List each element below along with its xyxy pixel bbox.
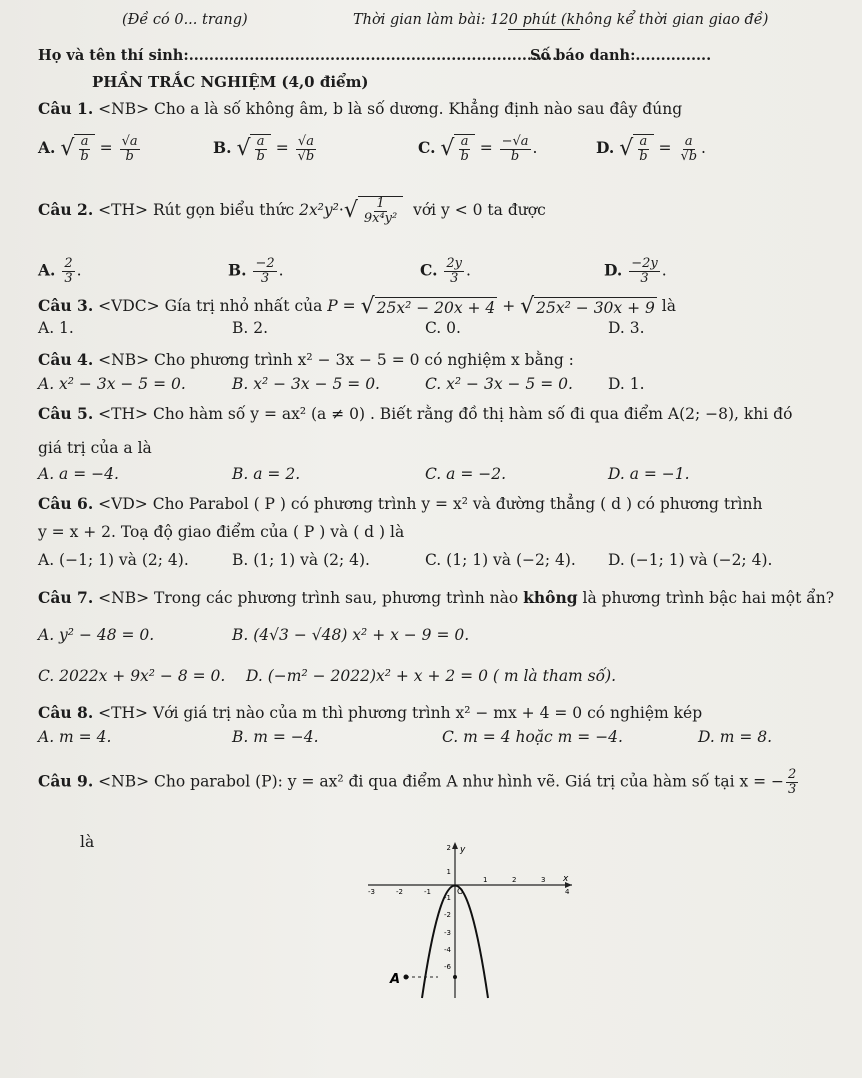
q3-option-c[interactable]: C. 0. [425, 319, 461, 337]
q2-option-d-label: D. [604, 260, 623, 280]
q1-tag: <NB> [98, 100, 150, 118]
y-tick: -4 [444, 946, 451, 954]
q2-tag: <TH> [98, 201, 149, 219]
q1-option-a-label: A. [38, 138, 56, 157]
y-tick: 1 [446, 868, 451, 876]
y-tick: -2 [444, 911, 451, 919]
q2-option-c-label: C. [420, 260, 438, 280]
q6-text: Cho Parabol ( P ) có phương trình y = x² và đường thẳng ( d ) có phương trình [152, 495, 763, 513]
q6-label: Câu 6. [38, 494, 94, 513]
q7-option-c[interactable]: C. 2022x + 9x² − 8 = 0. [38, 667, 226, 685]
x-tick: 2 [512, 876, 517, 884]
y-tick-labels [444, 844, 452, 971]
question-5 [38, 404, 792, 424]
y-tick: -3 [444, 929, 451, 937]
x-tick: -2 [396, 888, 403, 896]
q9-label: Câu 9. [38, 771, 94, 791]
q5-text-line2: giá trị của a là [38, 439, 152, 457]
question-1 [38, 99, 682, 119]
q2-label: Câu 2. [38, 200, 94, 219]
q1-option-d[interactable]: D. √ $\frac{a}{b}$ = $\frac{a}{√b}$ . [596, 133, 706, 164]
candidate-id-label: Số báo danh:............... [530, 47, 712, 64]
q1-option-d-label: D. [596, 138, 615, 157]
question-3: Câu 3. <VDC> Gía trị nhỏ nhất của P = √ 25x² − 20x + 4 + √ 25x² − 30x + 9 là [38, 294, 676, 319]
q1-option-a[interactable]: A. √ $\frac{a}{b}$ = $\frac{√a}{b}$ [38, 133, 138, 164]
q6-option-d[interactable]: D. (−1; 1) và (−2; 4). [608, 551, 773, 569]
q2-text: Rút gọn biểu thức [152, 201, 295, 219]
x-tick: 3 [541, 876, 546, 884]
q5-tag: <TH> [98, 405, 149, 423]
q6-option-c[interactable]: C. (1; 1) và (−2; 4). [425, 551, 576, 569]
q9-text: Cho parabol (P): y = ax² đi qua điểm A như hình vẽ. Giá trị của hàm số tại x = − [154, 772, 785, 791]
origin-label: O [457, 887, 464, 896]
q7-tag: <NB> [98, 589, 150, 607]
q7-option-a[interactable]: A. y² − 48 = 0. [38, 626, 155, 644]
q7-text: Trong các phương trình sau, phương trình nào [154, 589, 519, 607]
q8-option-c[interactable]: C. m = 4 hoặc m = −4. [442, 728, 623, 746]
q8-option-b[interactable]: B. m = −4. [232, 728, 319, 746]
y-tick: -1 [444, 894, 451, 902]
section-title: PHẦN TRẮC NGHIỆM (4,0 điểm) [92, 73, 369, 91]
question-7 [38, 588, 834, 608]
q8-text: Với giá trị nào của m thì phương trình x² − mx + 4 = 0 có nghiệm kép [152, 704, 703, 722]
q6-option-b[interactable]: B. (1; 1) và (2; 4). [232, 551, 370, 569]
q3-tail: là [661, 297, 676, 315]
q4-option-a[interactable]: A. x² − 3x − 5 = 0. [38, 375, 186, 393]
question-6 [38, 494, 762, 514]
q9-tail: là [80, 833, 95, 851]
q4-label: Câu 4. [38, 350, 94, 369]
q7-option-b[interactable]: B. (4√3 − √48) x² + x − 9 = 0. [232, 626, 470, 644]
q7-label: Câu 7. [38, 588, 94, 607]
q7-text-end: là phương trình bậc hai một ẩn? [582, 589, 835, 607]
question-2: Câu 2. <TH> Rút gọn biểu thức 2x²y²· √ $\frac{1}{\text{9x⁴y²}}$ với y < 0 ta được [38, 196, 546, 226]
q4-tag: <NB> [98, 351, 150, 369]
q3-tag: <VDC> [98, 297, 160, 315]
point-a [404, 975, 409, 980]
y-intercept-mark [453, 975, 457, 979]
x-tick: -1 [424, 888, 431, 896]
q1-option-b[interactable]: B. √ $\frac{a}{b}$ = $\frac{√a}{√b}$ [213, 133, 315, 164]
q9-tag: <NB> [98, 772, 150, 791]
y-tick: 2 [446, 844, 451, 852]
q5-option-a[interactable]: A. a = −4. [38, 465, 119, 483]
x-tick-labels [368, 876, 570, 896]
q2-option-d[interactable]: D. $\frac{-2y}{3}$ . [604, 256, 667, 286]
q8-tag: <TH> [98, 704, 149, 722]
q5-option-b[interactable]: B. a = 2. [232, 465, 301, 483]
point-a-label: A [390, 972, 401, 987]
q4-option-b[interactable]: B. x² − 3x − 5 = 0. [232, 375, 380, 393]
q5-text: Cho hàm số y = ax² (a ≠ 0) . Biết rằng đồ thị hàm số đi qua điểm A(2; −8), khi đó [152, 405, 793, 423]
q1-option-b-label: B. [213, 138, 232, 157]
q6-text-line2: y = x + 2. Toạ độ giao điểm của ( P ) và ( d ) là [38, 523, 405, 541]
q2-option-b-label: B. [228, 260, 247, 280]
q2-option-b[interactable]: B. $\frac{-2}{3}$ . [228, 256, 284, 286]
q5-option-c[interactable]: C. a = −2. [425, 465, 507, 483]
q3-option-a[interactable]: A. 1. [38, 319, 74, 337]
y-axis-label: y [460, 845, 466, 855]
q3-option-d[interactable]: D. 3. [608, 319, 645, 337]
q8-label: Câu 8. [38, 703, 94, 722]
parabola-graph [358, 838, 578, 1003]
q1-option-c[interactable]: C. √ $\frac{a}{b}$ = $\frac{-√a}{b}$ . [418, 133, 538, 164]
q3-label: Câu 3. [38, 296, 94, 315]
q4-option-d[interactable]: D. 1. [608, 375, 645, 393]
q7-bold-word: không [523, 588, 578, 607]
x-axis-label: x [563, 874, 569, 884]
q7-option-d[interactable]: D. (−m² − 2022)x² + x + 2 = 0 ( m là tham số). [246, 667, 617, 685]
x-tick: 1 [483, 876, 488, 884]
q3-option-b[interactable]: B. 2. [232, 319, 269, 337]
q2-tail: với y < 0 ta được [413, 201, 546, 219]
x-tick: -3 [368, 888, 375, 896]
y-axis-arrow-icon [452, 842, 458, 849]
question-8 [38, 703, 702, 723]
q1-option-c-label: C. [418, 138, 436, 157]
question-4 [38, 350, 574, 370]
q2-option-a-label: A. [38, 260, 56, 280]
time-underline [508, 29, 580, 30]
q6-option-a[interactable]: A. (−1; 1) và (2; 4). [38, 551, 189, 569]
q4-text: Cho phương trình x² − 3x − 5 = 0 có nghiệm x bằng : [154, 351, 574, 369]
q2-option-c[interactable]: C. $\frac{2y}{3}$ . [420, 256, 471, 286]
page-count: (Đề có 0... trang) [122, 12, 248, 28]
q6-tag: <VD> [98, 495, 148, 513]
time-limit: Thời gian làm bài: 120 phút (không kể thời gian giao đề) [353, 12, 769, 28]
candidate-name-label: Họ và tên thí sinh:......................................................................... [38, 47, 558, 64]
q5-label: Câu 5. [38, 404, 94, 423]
x-tick: 4 [565, 888, 570, 896]
q2-option-a[interactable]: A. $\frac{2}{3}$ . [38, 256, 82, 286]
q5-option-d[interactable]: D. a = −1. [608, 465, 690, 483]
q1-label: Câu 1. [38, 99, 94, 118]
q1-text: Cho a là số không âm, b là số dương. Khẳng định nào sau đây đúng [154, 100, 683, 118]
y-tick: -6 [444, 963, 451, 971]
q3-text: Gía trị nhỏ nhất của [164, 297, 323, 315]
q8-option-d[interactable]: D. m = 8. [698, 728, 773, 746]
q4-option-c[interactable]: C. x² − 3x − 5 = 0. [425, 375, 573, 393]
question-9: Câu 9. <NB> Cho parabol (P): y = ax² đi qua điểm A như hình vẽ. Giá trị của hàm số tại x = − $\frac{2}{3}$ [38, 767, 797, 797]
q8-option-a[interactable]: A. m = 4. [38, 728, 112, 746]
